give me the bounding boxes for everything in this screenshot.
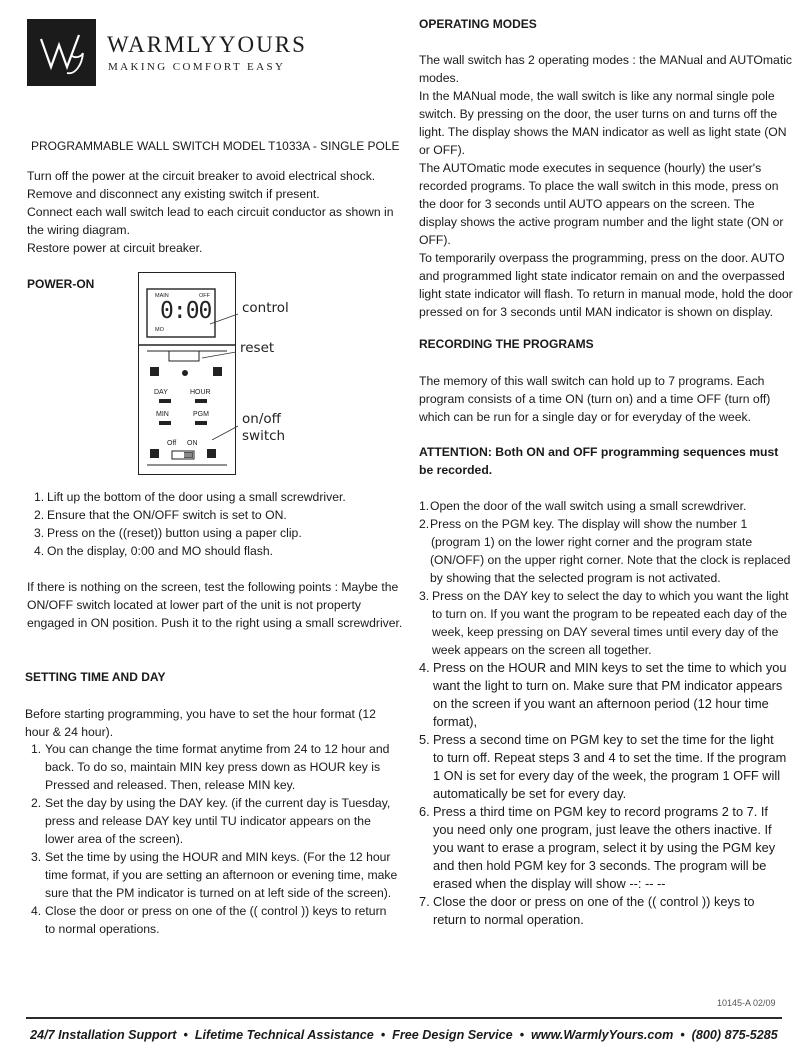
attention-note: ATTENTION: Both ON and OFF programming sequences must be recorded. — [419, 445, 779, 477]
callout-control: control — [242, 300, 289, 316]
intro-paragraph — [27, 167, 394, 257]
callout-onoff: on/off — [242, 411, 281, 427]
brand-logo-mark — [27, 19, 96, 86]
switch-on-label: ON — [187, 440, 198, 447]
logo-emblem-icon — [27, 19, 96, 86]
operating-modes-text: The wall switch has 2 operating modes : the MANual and AUTOmatic modes. In the MANual mode, the wall switch is like any normal single pole switch. By pressing on the door, the user turns on and turns off the light. The display shows the MAN indicator as well as light state (ON or OFF). The AUTOmatic mode executes in sequence (hourly) the user's recorded programs. To place the wall switch in this mode, press on the door for 3 seconds until AUTO appears on the screen. The display shows the active program number and the light state (ON or OFF). To temporarily overpass the programming, press on the door. AUTO and programmed light state indicator remain on and the overpassed light state indicator will flash. To return in manual mode, hold the door pressed on for 3 seconds until MAN indicator is shown on display. — [419, 53, 793, 319]
text-line: the wiring diagram. — [27, 223, 130, 237]
setting-intro — [25, 705, 376, 741]
text-line: Remove and disconnect any existing switch if present. — [27, 187, 320, 201]
power-on-steps — [34, 488, 404, 560]
text-line: Before starting programming, you have to set the hour format (12 — [25, 707, 376, 721]
recording-steps — [419, 497, 791, 929]
list-item: 7. Close the door or press on one of the (( control )) keys to return to normal operation. — [419, 894, 755, 927]
setting-steps — [31, 740, 411, 938]
power-on-heading: POWER-ON — [27, 277, 95, 291]
list-item: 5. Press a second time on PGM key to set the time for the light to turn off. Repeat steps 3 and 4 to set the time. If the program 1 ON is set for every day of the week, the program 1 OFF will automatically be set for every day. — [419, 732, 787, 801]
setting-heading: SETTING TIME AND DAY — [25, 670, 166, 684]
display-time: 0:00 — [160, 298, 212, 324]
text-line: Connect each wall switch lead to each circuit conductor as shown in — [27, 205, 394, 219]
list-item: 2. Press on the PGM key. The display will show the number 1 (program 1) on the lower right corner and the program state (ON/OFF) on the upper right corner. Note that the clock is replaced by showing that the selected program is not activated. — [419, 517, 791, 585]
text-line: ON/OFF switch located at lower part of the unit is not property — [27, 598, 361, 612]
list-item: 4. Press on the HOUR and MIN keys to set the time to which you want the light to turn on. Make sure that PM indicator appears on the screen if you want an afternoon period (12 hour time format), — [419, 660, 787, 729]
day-key-label: DAY — [154, 389, 168, 396]
pgm-key-label: PGM — [193, 411, 209, 418]
callout-switch: switch — [242, 428, 286, 444]
list-item: 4. On the display, 0:00 and MO should flash. — [34, 544, 274, 558]
switch-off-label: Off — [167, 440, 177, 447]
text-line: Restore power at circuit breaker. — [27, 241, 203, 255]
display-mo-label: MO — [155, 327, 164, 333]
list-item: 6. Press a third time on PGM key to record programs 2 to 7. If you need only one program, just leave the others inactive. If you want to erase a program, select it by using the PGM key and then hold PGM key for 3 seconds. The program will be erased when the display will show --: -- -- — [419, 804, 776, 891]
footer-contact: 24/7 Installation Support • Lifetime Technical Assistance • Free Design Service • www.WarmlyYours.com • (800) 875-5285 — [30, 1028, 778, 1042]
footer-divider — [26, 1017, 782, 1019]
display-off-label: OFF — [199, 293, 210, 299]
brand-tagline: MAKING COMFORT EASY — [108, 61, 286, 73]
callout-lines-icon — [190, 300, 250, 440]
list-item: 3. Press on the ((reset)) button using a paper clip. — [34, 526, 302, 540]
brand-name: WARMLYYOURS — [107, 32, 307, 57]
operating-modes-heading: OPERATING MODES — [419, 17, 537, 31]
text-line: If there is nothing on the screen, test the following points : Maybe the — [27, 580, 399, 594]
list-item: 2. Set the day by using the DAY key. (if the current day is Tuesday, press and release DAY key until TU indicator appears on the lower area of the screen). — [31, 796, 391, 846]
recording-heading: RECORDING THE PROGRAMS — [419, 337, 594, 351]
list-item: 1. You can change the time format anytime from 24 to 12 hour and back. To do so, maintain MIN key press down as HOUR key is Pressed and released. Then, release MIN key. — [31, 742, 390, 792]
list-item: 1. Lift up the bottom of the door using a small screwdriver. — [34, 490, 346, 504]
text-line: Turn off the power at the circuit breaker to avoid electrical shock. — [27, 169, 376, 183]
list-item: 4. Close the door or press on one of the (( control )) keys to return to normal operations. — [31, 904, 387, 936]
list-item: 2. Ensure that the ON/OFF switch is set to ON. — [34, 508, 287, 522]
hour-key-label: HOUR — [190, 389, 211, 396]
recording-text: The memory of this wall switch can hold up to 7 programs. Each program consists of a time ON (turn on) and a time OFF (turn off) which can be run for a single day or for everyday of the week. — [419, 374, 771, 424]
list-item: 3. Press on the DAY key to select the day to which you want the light to turn on. If you want the program to be repeated each day of the week, keep pressing on DAY several times until every day of the week appears on the screen all together. — [419, 589, 789, 657]
document-number: 10145-A 02/09 — [717, 998, 776, 1008]
text-line: engaged in ON position. Push it to the right using a small screwdriver. — [27, 616, 403, 630]
text-line: hour & 24 hour). — [25, 725, 114, 739]
display-main-label: MAIN — [155, 293, 169, 299]
page-title: PROGRAMMABLE WALL SWITCH MODEL T1033A - SINGLE POLE — [31, 139, 400, 153]
troubleshoot-paragraph — [27, 578, 402, 632]
callout-reset: reset — [240, 340, 275, 356]
list-item: 1. Open the door of the wall switch using a small screwdriver. — [419, 499, 747, 513]
min-key-label: MIN — [156, 411, 169, 418]
list-item: 3. Set the time by using the HOUR and MIN keys. (For the 12 hour time format, if you are setting an afternoon or evening time, make sure that the PM indicator is turned on at left side of the screen). — [31, 850, 398, 900]
